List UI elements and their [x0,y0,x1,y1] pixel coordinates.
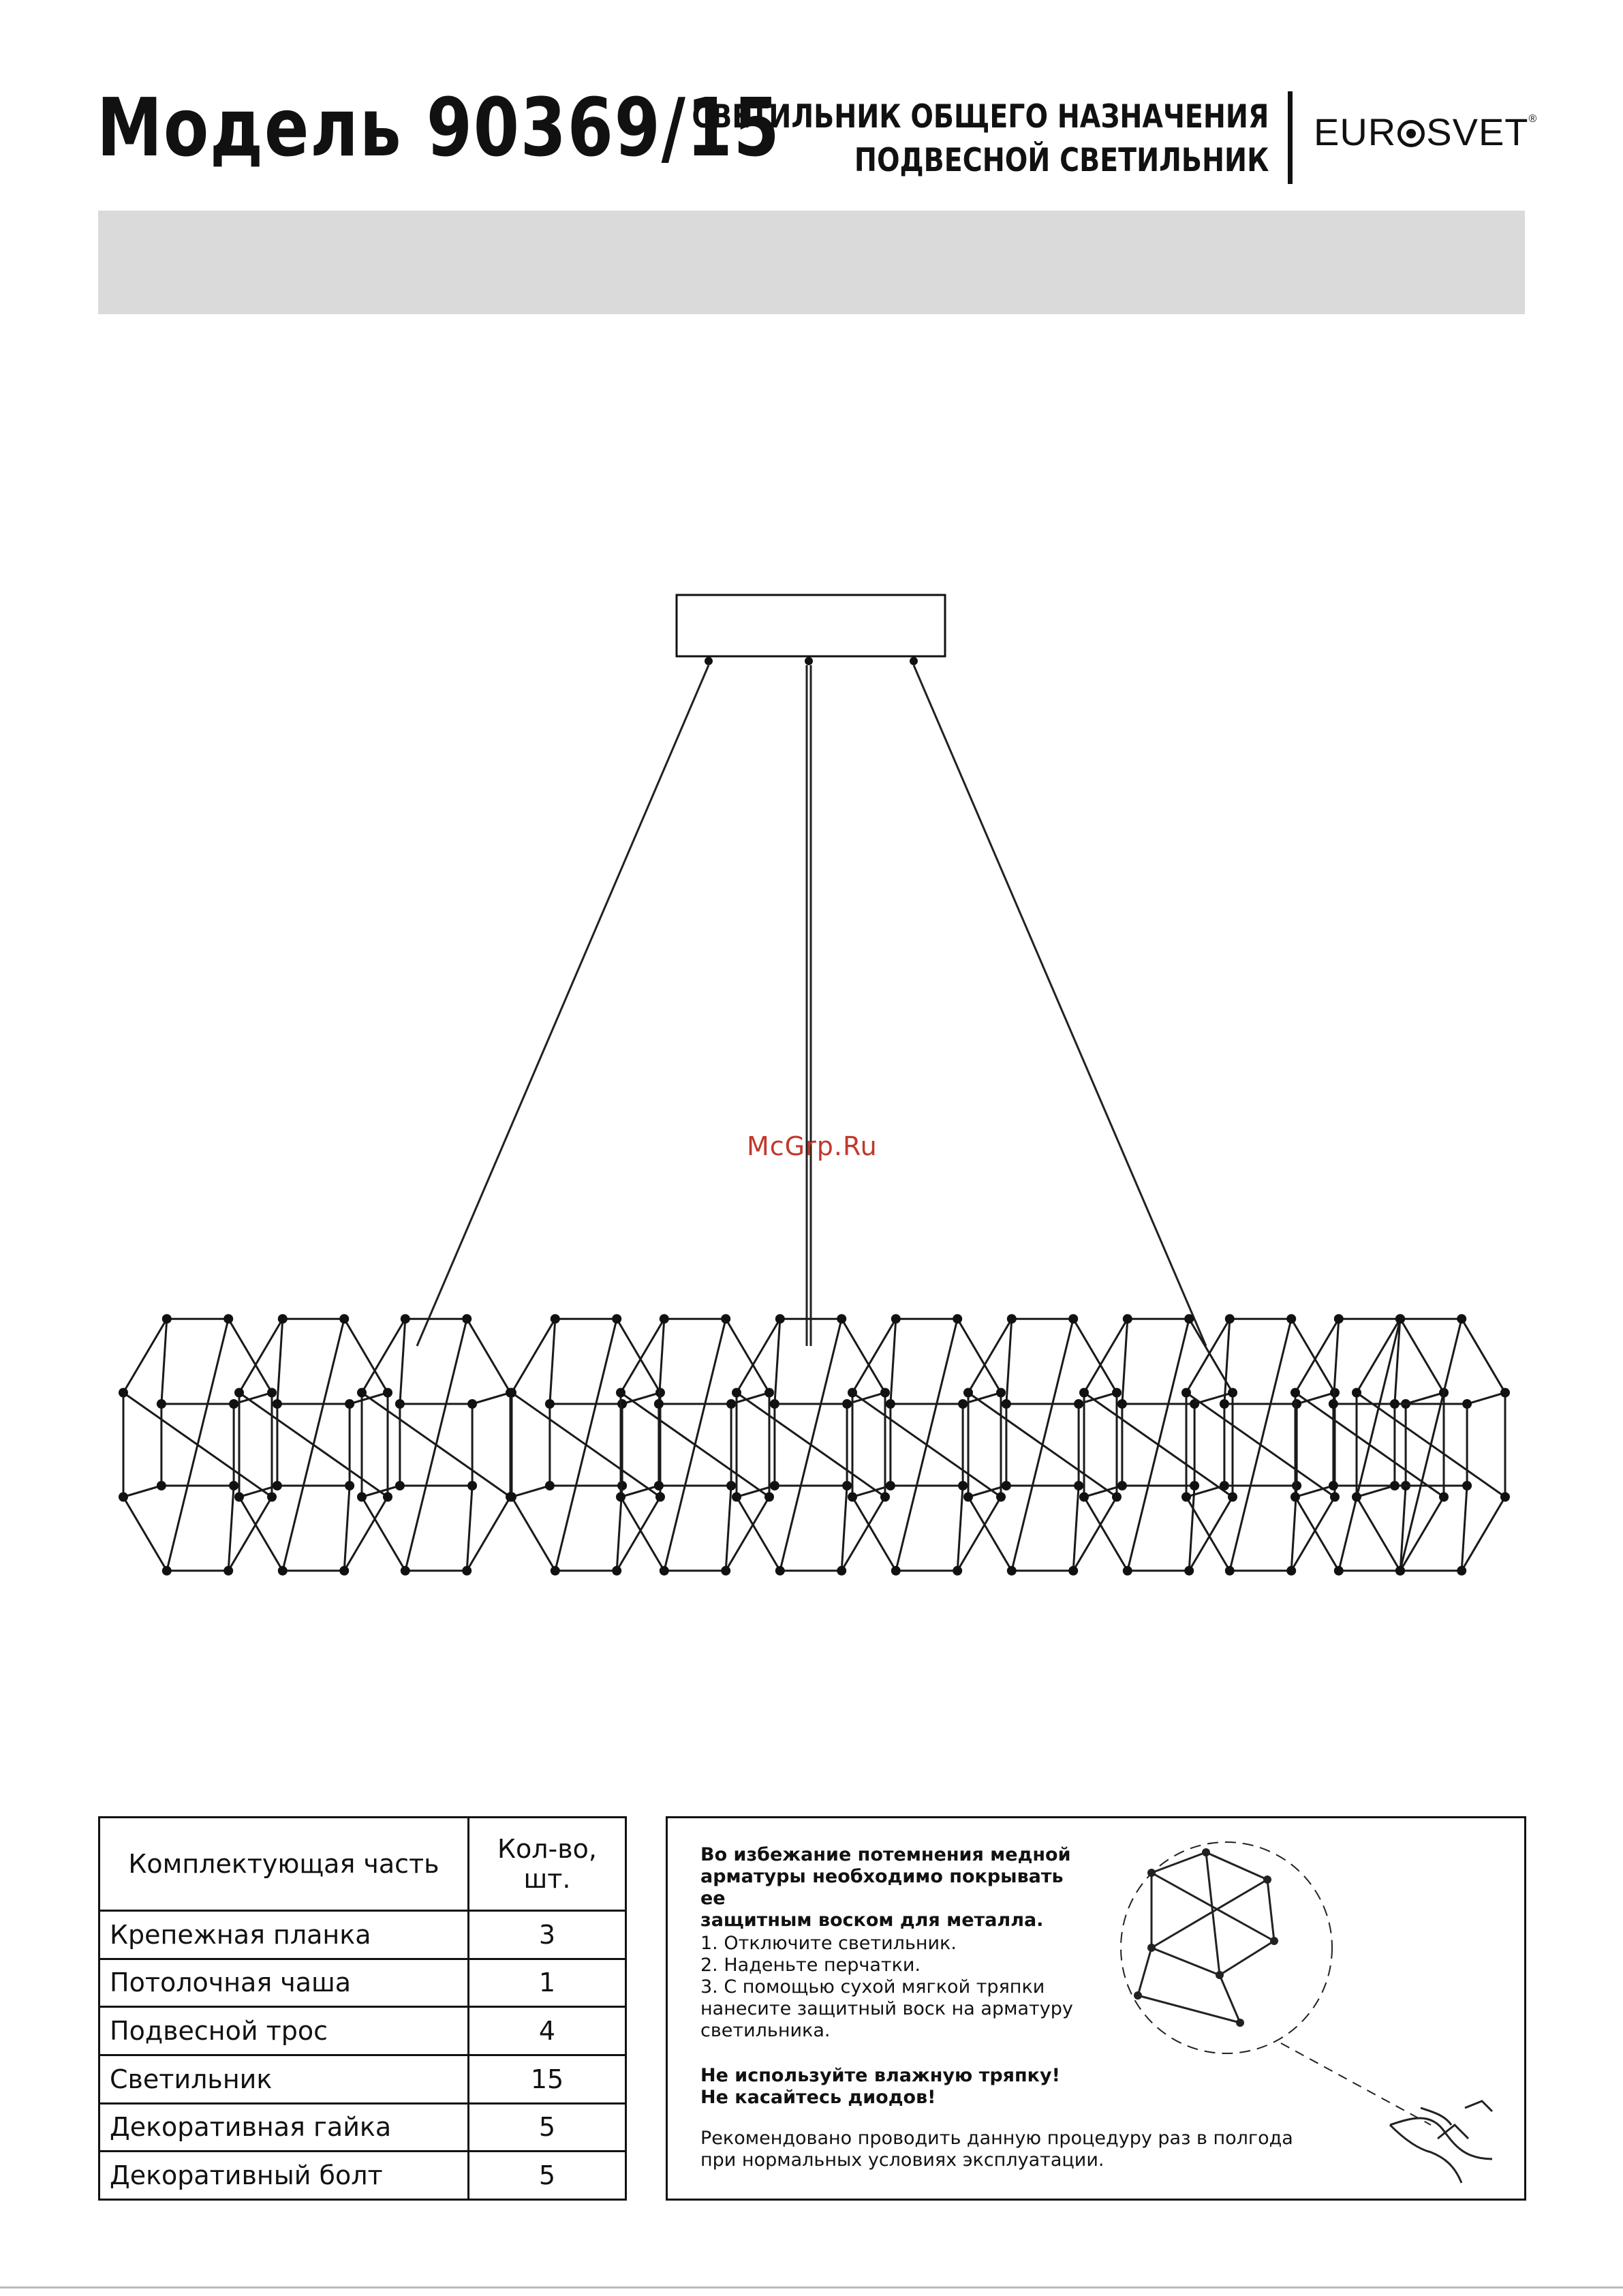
care-step: нанесите защитный воск на арматуру [700,1998,1073,2019]
care-step: 3. С помощью сухой мягкой тряпки [700,1976,1045,1997]
suspension-cables [417,665,1206,1346]
table-row [99,1910,626,1959]
part-name: Крепежная планка [99,1910,469,1959]
care-intro-line: Во избежание потемнения медной [700,1844,1071,1865]
parts-table [98,1816,627,2201]
lamp-cell [1352,1314,1510,1576]
parts-table-header [99,1818,626,1911]
part-qty: 15 [469,2055,626,2103]
part-name: Потолочная чаша [99,1959,469,2007]
table-row [99,2055,626,2103]
care-instructions-box [666,1816,1526,2201]
leader-line [1281,2043,1431,2125]
care-step: 1. Отключите светильник. [700,1933,957,1954]
lamp-cell [1290,1314,1449,1576]
lamp-cell [848,1314,1006,1576]
part-name: Светильник [99,2055,469,2103]
care-recommendation-line: Рекомендовано проводить данную процедуру раз в полгода [700,2128,1293,2149]
care-steps [700,1933,1082,2042]
part-qty: 4 [469,2007,626,2055]
logo-prefix: EUR [1314,110,1397,153]
lamp-cell [1181,1314,1340,1576]
care-step: светильника. [700,2020,831,2041]
lamp-cell [119,1314,277,1576]
registered-mark: ® [1528,113,1538,125]
logo-suffix: SVET [1426,110,1529,153]
table-row [99,2152,626,2200]
lamp-cell [1079,1314,1237,1576]
lamp-cell [616,1314,774,1576]
part-qty: 5 [469,2103,626,2152]
ceiling-canopy [677,595,945,665]
column-part: Комплектующая часть [99,1818,469,1911]
care-warning-line: Не используйте влажную тряпку! [700,2065,1060,2086]
waxing-illustration [1111,1839,1513,2186]
care-step: 2. Наденьте перчатки. [700,1955,921,1976]
part-name: Декоративный болт [99,2152,469,2200]
lamp-body [119,1314,1510,1576]
lamp-cell [732,1314,890,1576]
page-bottom-rule [0,2286,1623,2289]
table-row [99,2103,626,2152]
column-qty: Кол-во, шт. [469,1818,626,1911]
part-qty: 5 [469,2152,626,2200]
part-name: Подвесной трос [99,2007,469,2055]
care-intro-line: арматуры необходимо покрывать ее [700,1866,1064,1909]
product-type-line-2: ПОДВЕСНОЙ СВЕТИЛЬНИК [854,142,1269,179]
part-name: Декоративная гайка [99,2103,469,2152]
care-recommendation-line: при нормальных условиях эксплуатации. [700,2149,1104,2171]
gloved-hand-icon [1390,2101,1492,2183]
lamp-cell [357,1314,515,1576]
model-title: Модель 90369/15 [97,80,781,174]
lamp-cell [234,1314,392,1576]
lamp-cell [507,1314,665,1576]
lamp-cell [963,1314,1122,1576]
care-intro [700,1844,1082,1931]
product-type-line-1: СВЕТИЛЬНИК ОБЩЕГО НАЗНАЧЕНИЯ [691,98,1269,136]
part-qty: 3 [469,1910,626,1959]
table-row [99,1959,626,2007]
table-row [99,2007,626,2055]
watermark: McGrp.Ru [747,1131,878,1161]
care-warning-line: Не касайтесь диодов! [700,2087,936,2108]
care-warning [700,2065,1082,2109]
part-qty: 1 [469,1959,626,2007]
care-intro-line: защитным воском для металла. [700,1910,1044,1931]
